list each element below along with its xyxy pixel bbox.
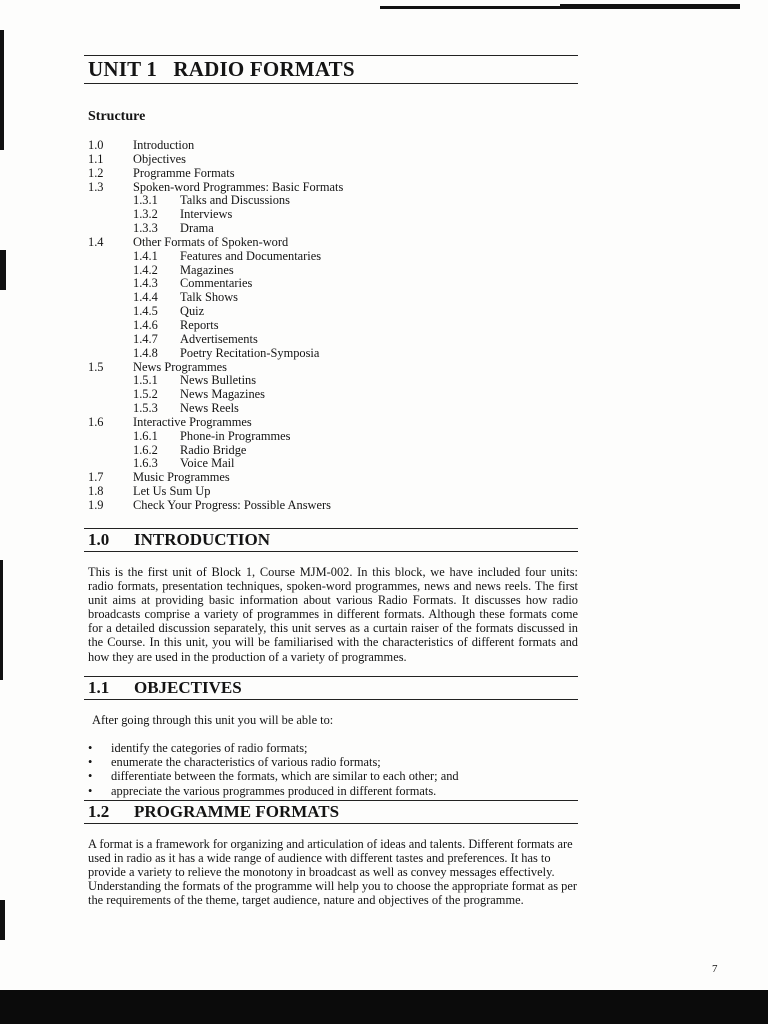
toc-number: 1.4.5: [133, 304, 158, 319]
scan-edge: [0, 30, 4, 150]
toc-label: Check Your Progress: Possible Answers: [133, 497, 331, 512]
toc-number: 1.4.6: [133, 317, 158, 332]
section-title: PROGRAMME FORMATS: [134, 802, 340, 821]
divider: [84, 55, 578, 56]
toc-label: Commentaries: [180, 276, 253, 291]
list-item: • enumerate the characteristics of various radio formats;: [88, 755, 459, 769]
toc-number: 1.4.2: [133, 262, 158, 277]
section-heading-programme-formats: [88, 802, 339, 822]
toc-number: 1.6.2: [133, 442, 158, 457]
divider: [84, 699, 578, 700]
toc-label: News Magazines: [180, 387, 265, 402]
toc-label: Programme Formats: [133, 165, 235, 180]
divider: [84, 676, 578, 677]
toc-label: Spoken-word Programmes: Basic Formats: [133, 179, 344, 194]
toc-number: 1.4.4: [133, 290, 158, 305]
introduction-paragraph: This is the first unit of Block 1, Course MJM-002. In this block, we have included four units: radio formats, presentation techniques, spoken-word programmes, news and news reels. The first unit aims at providing basic information about various Radio Formats. It discusses how radio broadcasts comprise a variety of programmes in different formats. Although these formats come for a detailed discussion separately, this unit serves as a curtain raiser of the formats discussed in the Course. In this unit, you will be familiarised with the characteristics of different formats and how they are used in the production of a variety of programmes.: [88, 565, 578, 664]
toc-label: Features and Documentaries: [180, 248, 322, 263]
toc-label: Magazines: [180, 262, 234, 277]
page-number: 7: [712, 963, 718, 975]
toc-number: 1.9: [88, 497, 104, 512]
divider: [84, 800, 578, 801]
toc-label: Quiz: [180, 304, 205, 319]
scan-artifact: [380, 6, 740, 9]
toc-number: 1.4: [88, 234, 104, 249]
toc-label: News Reels: [180, 401, 239, 416]
divider: [84, 83, 578, 84]
section-number: 1.2: [88, 802, 110, 821]
toc-number: 1.3.3: [133, 221, 158, 236]
toc-number: 1.3: [88, 179, 104, 194]
toc-label: Talk Shows: [180, 290, 238, 305]
section-number: 1.1: [88, 678, 110, 697]
toc-number: 1.6: [88, 414, 104, 429]
toc-label: Talks and Discussions: [180, 193, 290, 208]
toc-number: 1.5.3: [133, 401, 158, 416]
divider: [84, 551, 578, 552]
toc-number: 1.0: [88, 138, 104, 152]
scan-edge: [0, 900, 5, 940]
toc-label: Interviews: [180, 207, 233, 222]
scan-edge: [0, 250, 6, 290]
toc-label: Reports: [180, 317, 219, 332]
toc-number: 1.4.7: [133, 331, 158, 346]
toc-label: Drama: [180, 221, 214, 236]
toc-number: 1.4.1: [133, 248, 158, 263]
toc-label: Advertisements: [180, 331, 258, 346]
toc-label: News Programmes: [133, 359, 227, 374]
programme-formats-paragraph: A format is a framework for organizing and articulation of ideas and talents. Different formats are used in radio as it has a wide range of audience with different tastes and preferences. It has to provide a variety to relieve the monotony in broadcast as well as convey messages effectively. Understanding the formats of the programme will help you to choose the appropriate format as per the requirements of the theme, target audience, nature and objectives of the programme.: [88, 837, 577, 908]
toc-number: 1.5: [88, 359, 104, 374]
list-item: • identify the categories of radio formats;: [88, 741, 459, 755]
section-number: 1.0: [88, 530, 110, 549]
section-title: INTRODUCTION: [134, 530, 271, 549]
toc-label: Other Formats of Spoken-word: [133, 234, 289, 249]
divider: [84, 528, 578, 529]
toc-number: 1.3.2: [133, 207, 158, 222]
toc-number: 1.4.8: [133, 345, 158, 360]
toc-label: Music Programmes: [133, 470, 230, 485]
toc-number: 1.5.2: [133, 387, 158, 402]
list-item: • appreciate the various programmes produced in different formats.: [88, 784, 459, 798]
toc-label: Let Us Sum Up: [133, 484, 211, 499]
structure-heading: Structure: [88, 109, 146, 124]
toc-number: 1.1: [88, 151, 104, 166]
toc-label: Objectives: [133, 151, 186, 166]
toc-number: 1.7: [88, 470, 104, 485]
objectives-lead: After going through this unit you will be able to:: [92, 713, 334, 727]
toc-label: Interactive Programmes: [133, 414, 252, 429]
section-title: OBJECTIVES: [134, 678, 242, 697]
toc-number: 1.4.3: [133, 276, 158, 291]
unit-title: UNIT 1 RADIO FORMATS: [88, 57, 355, 81]
toc-number: 1.8: [88, 484, 104, 499]
objectives-list: [88, 741, 459, 798]
toc-number: 1.3.1: [133, 193, 158, 208]
toc-label: News Bulletins: [180, 373, 257, 388]
toc-label: Voice Mail: [180, 456, 235, 471]
section-heading-objectives: [88, 678, 242, 698]
toc-number: 1.6.3: [133, 456, 158, 471]
toc-label: Introduction: [133, 138, 195, 152]
toc-number: 1.2: [88, 165, 104, 180]
toc-number: 1.6.1: [133, 428, 158, 443]
toc-label: Phone-in Programmes: [180, 428, 291, 443]
section-heading-introduction: [88, 530, 270, 550]
toc-number: 1.5.1: [133, 373, 158, 388]
toc-label: Poetry Recitation-Symposia: [180, 345, 320, 360]
list-item: • differentiate between the formats, which are similar to each other; and: [88, 769, 459, 783]
scan-artifact: [0, 990, 768, 1024]
toc-label: Radio Bridge: [180, 442, 247, 457]
scan-edge: [0, 560, 3, 680]
divider: [84, 823, 578, 824]
